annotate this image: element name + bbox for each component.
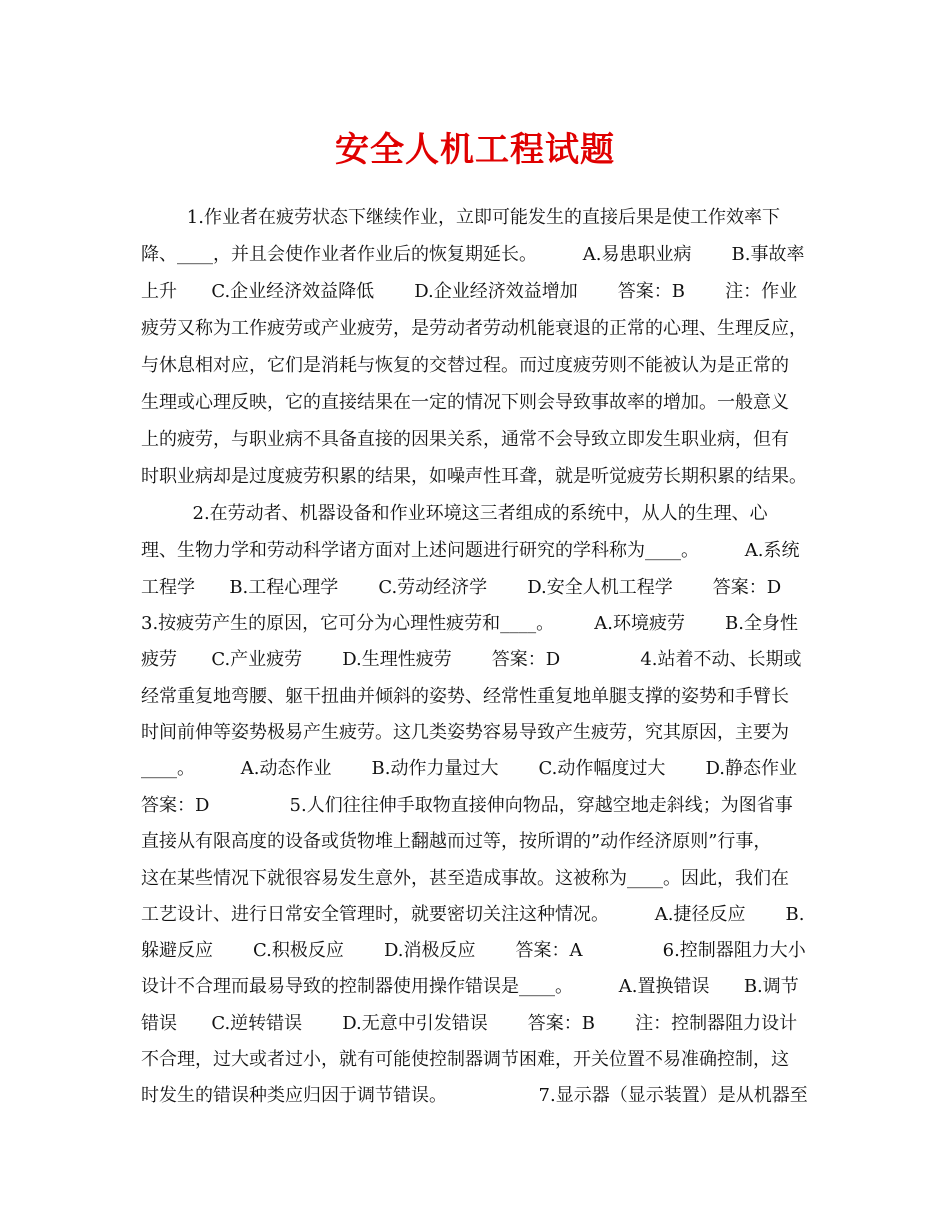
text-line: 上升 C.企业经济效益降低 D.企业经济效益增加 答案：B 注：作业 [141, 281, 798, 302]
text-line: 疲劳又称为工作疲劳或产业疲劳，是劳动者劳动机能衰退的正常的心理、生理反应， [141, 318, 807, 339]
text-line: 疲劳 C.产业疲劳 D.生理性疲劳 答案：D 4.站着不动、长期或 [141, 649, 802, 670]
text-line: 1.作业者在疲劳状态下继续作业，立即可能发生的直接后果是使工作效率下 [141, 207, 780, 228]
text-line: 躲避反应 C.积极反应 D.消极反应 答案：A 6.控制器阻力大小 [141, 940, 806, 961]
document-title: 安全人机工程试题 [335, 130, 615, 170]
text-line: 工程学 B.工程心理学 C.劳动经济学 D.安全人机工程学 答案：D [141, 577, 782, 598]
text-line: 与休息相对应，它们是消耗与恢复的交替过程。而过度疲劳则不能被认为是正常的 [141, 355, 789, 376]
text-line: 3.按疲劳产生的原因，它可分为心理性疲劳和____。 A.环境疲劳 B.全身性 [141, 613, 798, 634]
text-line: 2.在劳动者、机器设备和作业环境这三者组成的系统中，从人的生理、心 [141, 503, 768, 524]
text-line: 直接从有限高度的设备或货物堆上翻越而过等，按所谓的”动作经济原则”行事， [141, 831, 772, 852]
text-line: 生理或心理反映，它的直接结果在一定的情况下则会导致事故率的增加。一般意义 [141, 392, 789, 413]
text-line: 经常重复地弯腰、躯干扭曲并倾斜的姿势、经常性重复地单腿支撑的姿势和手臂长 [141, 686, 789, 707]
text-line: 时职业病却是过度疲劳积累的结果，如噪声性耳聋，就是听觉疲劳长期积累的结果。 [141, 466, 807, 487]
text-line: 工艺设计、进行日常安全管理时，就要密切关注这种情况。 A.捷径反应 B. [141, 904, 805, 925]
text-line: 设计不合理而最易导致的控制器使用操作错误是____。 A.置换错误 B.调节 [141, 976, 799, 997]
text-line: 这在某些情况下就很容易发生意外，甚至造成事故。这被称为____。因此，我们在 [141, 868, 789, 889]
text-line: 错误 C.逆转错误 D.无意中引发错误 答案：B 注：控制器阻力设计 [141, 1013, 798, 1034]
text-line: 答案：D 5.人们往往伸手取物直接伸向物品，穿越空地走斜线；为图省事 [141, 795, 793, 816]
text-line: 不合理，过大或者过小，就有可能使控制器调节困难，开关位置不易准确控制，这 [141, 1049, 789, 1070]
text-line: 理、生物力学和劳动科学诸方面对上述问题进行研究的学科称为____。 A.系统 [141, 540, 800, 561]
text-line: 上的疲劳，与职业病不具备直接的因果关系，通常不会导致立即发生职业病，但有 [141, 429, 789, 450]
text-line: 时间前伸等姿势极易产生疲劳。这几类姿势容易导致产生疲劳，究其原因，主要为 [141, 722, 789, 743]
text-line: 时发生的错误种类应归因于调节错误。 7.显示器（显示装置）是从机器至 [141, 1085, 808, 1106]
text-line: ____。 A.动态作业 B.动作力量过大 C.动作幅度过大 D.静态作业 [141, 758, 797, 779]
text-line: 降、____，并且会使作业者作业后的恢复期延长。 A.易患职业病 B.事故率 [141, 244, 805, 265]
